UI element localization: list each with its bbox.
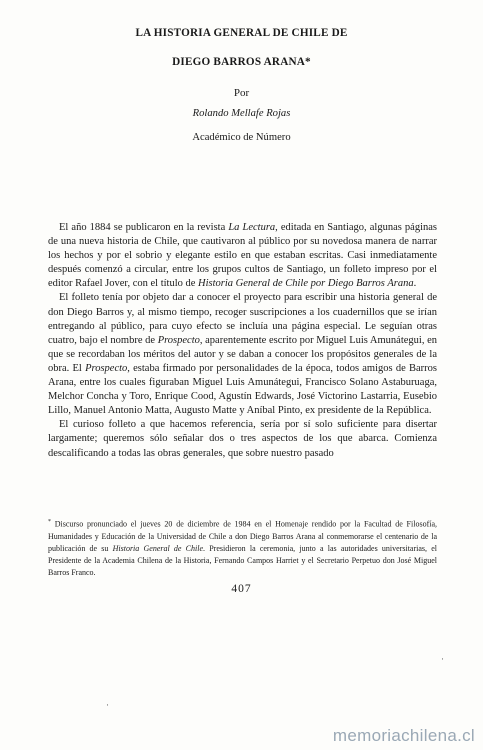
p2-text-a: El folleto tenía por objeto dar a conocer el proyecto para escribir una historia general de don Diego Barros y, al mismo tiempo, recoger suscripciones a los cuadernillos que se irían entregando al público, para cuyo efecto se incluía una página especial. Le seguían otras cuatro, bajo el nombre de <box>48 292 437 346</box>
article-body <box>48 221 437 461</box>
p2-text-c: , aparentemente escrito por Miguel Luis Amunátegui, en que se recordaban los méritos del autor y se daban a conocer los propósitos generales de la obra. El <box>48 334 438 374</box>
p1-text-c: , editada en Santiago, algunas páginas de una nueva historia de Chile, que cautivaron al público por su novedosa manera de narrar los hechos y por el sobrio y elegante estilo en que estaban escritas. Casi inmediatamente después comenzó a circular, entre los grupos cultos de Santiago, un folleto impreso por el editor Rafael Jover, con el título de <box>48 222 437 290</box>
watermark: memoriachilena.cl <box>332 726 475 745</box>
p2-italic-prospecto-2: Prospecto <box>85 362 128 374</box>
p2-italic-prospecto: Prospecto <box>157 334 200 346</box>
footnote <box>48 516 437 580</box>
paragraph-1 <box>48 221 437 291</box>
scan-mark-1: · <box>441 654 444 664</box>
footnote-text-a: Discurso pronunciado el jueves 20 de diciembre de 1984 en el Homenaje rendido por la Facultad de Filosofía, Humanidades y Educación de la Universidad de Chile a don Diego Barros Arana al conmemorarse el centenario de la publicación de su <box>48 519 437 554</box>
byline-por: Por <box>233 87 250 99</box>
p1-italic-la-lectura: La Lectura <box>228 222 276 233</box>
footnote-text-c: . Presidieron la ceremonia, junto a las autoridades universitarias, el Presidente de la Academia Chilena de la Historia, Fernando Campos Harriet y el Secretario Perpetuo don José Miguel Barros Franco. <box>48 544 437 578</box>
author-role: Académico de Número <box>192 132 291 143</box>
scan-mark-2: · <box>106 700 109 710</box>
footnote-italic-title: Historia General de Chile <box>112 544 203 554</box>
footnote-marker: * <box>48 519 51 525</box>
p1-text-e: . <box>413 278 417 290</box>
title-line-2: DIEGO BARROS ARANA* <box>172 56 311 68</box>
title-line-1: LA HISTORIA GENERAL DE CHILE DE <box>135 27 348 39</box>
author-name: Rolando Mellafe Rojas <box>192 108 291 119</box>
p1-italic-title: Historia General de Chile por Diego Barros Arana <box>198 278 414 290</box>
p1-text-a: El año 1884 se publicaron en la revista <box>59 222 229 233</box>
paragraph-2 <box>48 291 437 418</box>
p2-text-e: , estaba firmado por personalidades de la época, todos amigos de Barros Arana, entre los cuales figuraban Miguel Luis Amunátegui, Francisco Solano Astaburuaga, Melchor Concha y Toro, Enrique Cood, Agustín Edwards, José Victorino Lastarria, Eusebio Lillo, Manuel Antonio Matta, Augusto Matte y Aníbal Pinto, ex presidente de la República. <box>48 362 437 417</box>
page-number: 407 <box>231 583 252 595</box>
paragraph-3: El curioso folleto a que hacemos referencia, sería por sí solo suficiente para disertar largamente; queremos sólo señalar dos o tres aspectos de los que abarca. Comienza descalificando a todas las obras generales, que sobre nuestro pasado <box>48 419 437 459</box>
